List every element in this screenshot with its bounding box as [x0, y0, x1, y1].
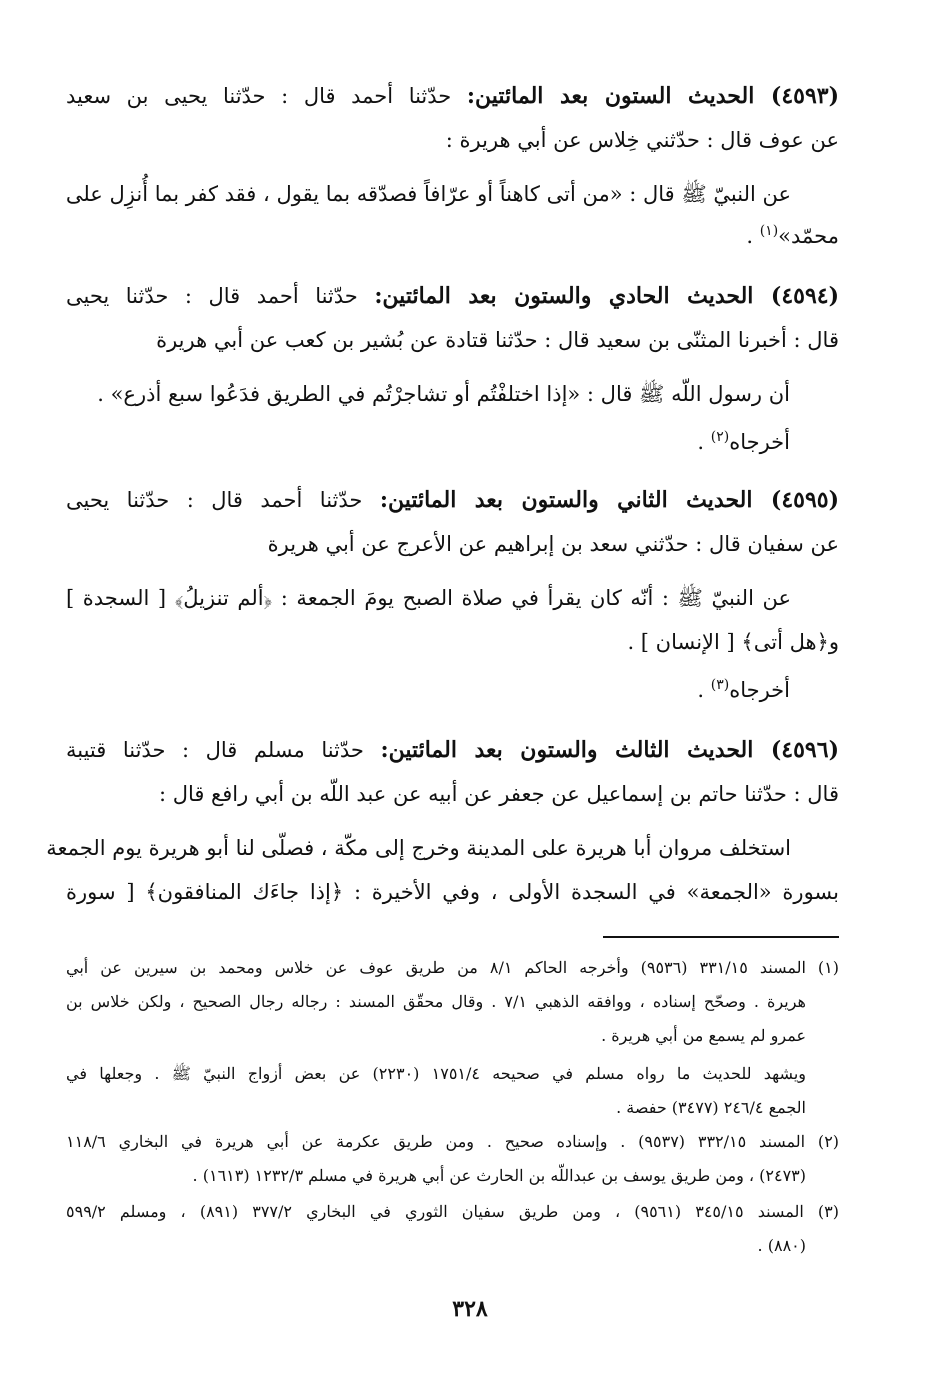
footnote-1-line-1: (١) المسند ٣٣١/١٥ (٩٥٣٦) وأخرجه الحاكم ٨/١ من طريق عوف عن خلاس ومحمد بن سيرين عن أبي [66, 958, 839, 977]
hadith-4595-takhrij-text: أخرجاه [729, 678, 790, 702]
footnote-ref-1: (١) [759, 223, 779, 239]
hadith-4594-takhrij-text: أخرجاه [729, 430, 790, 454]
hadith-4595-line-2: عن سفيان قال : حدّثني سعد بن إبراهيم عن الأعرج عن أبي هريرة [267, 532, 839, 556]
hadith-4595-takhrij [697, 676, 790, 704]
hadith-4595-text-2: و﴿هل أتى﴾ [ الإنسان ] . [627, 630, 839, 654]
hadith-4594-heading: (٤٥٩٤) الحديث الحادي والستون بعد المائتين: [374, 283, 839, 309]
hadith-4596-line-2: قال : حدّثنا حاتم بن إسماعيل عن جعفر عن أبيه عن عبد اللّه بن أبي رافع قال : [158, 782, 839, 806]
footnote-2-line-2: (٢٤٧٣) ، ومن طريق يوسف بن عبداللّه بن الحارث عن أبي هريرة في مسلم ١٢٣٢/٣ (١٦١٣) . [192, 1166, 806, 1185]
footnote-3-line-2: (٨٨٠) . [757, 1236, 806, 1255]
hadith-4594-line-1 [66, 282, 839, 312]
hadith-4594-chain-start: حدّثنا أحمد قال : حدّثنا يحيى [66, 284, 375, 308]
footnote-1-line-5: الجمع ٢٤٦/٤ (٣٤٧٧) حفصة . [616, 1098, 806, 1117]
hadith-4596-line-1 [66, 736, 839, 766]
page-number: ٣٢٨ [452, 1296, 488, 1322]
hadith-4595-period: . [697, 678, 711, 702]
hadith-4593-period: . [746, 224, 760, 248]
hadith-4596-heading: (٤٥٩٦) الحديث الثالث والستون بعد المائتين: [380, 737, 839, 763]
hadith-4593-text-end: محمّد» [778, 224, 839, 248]
footnote-ref-3: (٣) [710, 677, 730, 693]
hadith-4594-period: . [697, 430, 711, 454]
hadith-4595-chain-start: حدّثنا أحمد قال : حدّثنا يحيى [66, 488, 380, 512]
hadith-4595-line-1 [66, 486, 839, 516]
hadith-4593-line-1 [66, 82, 839, 112]
hadith-4595-heading: (٤٥٩٥) الحديث الثاني والستون بعد المائتين: [379, 487, 839, 513]
footnote-3-line-1: (٣) المسند ٣٤٥/١٥ (٩٥٦١) ، ومن طريق سفيان الثوري في البخاري ٣٧٧/٢ (٨٩١) ، ومسلم ٥٩٩/٢ [66, 1202, 840, 1221]
footnote-ref-2: (٢) [710, 429, 730, 445]
hadith-4593-chain-start: حدّثنا أحمد قال : حدّثنا يحيى بن سعيد [66, 84, 467, 108]
hadith-4594-line-2: قال : أخبرنا المثنّى بن سعيد قال : حدّثنا قتادة عن بُشير بن كعب عن أبي هريرة [156, 328, 839, 352]
hadith-4593-text-1: عن النبيّ ﷺ قال : «من أتى كاهناً أو عرّافاً فصدّقه بما يقول ، فقد كفر بما أُنزِل على [65, 182, 791, 206]
footnote-separator [603, 936, 839, 938]
hadith-4596-text-1: استخلف مروان أبا هريرة على المدينة وخرج إلى مكّة ، فصلّى لنا أبو هريرة يوم الجمعة [46, 836, 791, 860]
hadith-4595-text-1: عن النبيّ ﷺ : أنّه كان يقرأ في صلاة الصبح يومَ الجمعة : ﴿ألم تنزيلُ﴾ [ السجدة ] [66, 586, 791, 610]
hadith-4593-heading: (٤٥٩٣) الحديث الستون بعد المائتين: [466, 83, 839, 109]
hadith-4593-text-2 [66, 222, 839, 250]
footnote-1-line-2: هريرة . وصحّح إسناده ، ووافقه الذهبي ٧/١ . وقال محقّق المسند : رجاله رجال الصحيح ، ولكن خلاس بن [66, 992, 806, 1011]
hadith-4596-chain-start: حدّثنا مسلم قال : حدّثنا قتيبة [66, 738, 381, 762]
hadith-4594-text-1: أن رسول اللّه ﷺ قال : «إذا اختلفْتُم أو تشاجرْتُم في الطريق فدَعُوا سبع أذرع» . [97, 382, 790, 406]
footnote-2-line-1: (٢) المسند ٣٣٢/١٥ (٩٥٣٧) . وإسناده صحيح . ومن طريق عكرمة عن أبي هريرة في البخاري ١١٨/٦ [66, 1132, 840, 1151]
footnote-1-line-3: عمرو لم يسمع من أبي هريرة . [601, 1026, 806, 1045]
footnote-1-line-4: ويشهد للحديث ما رواه مسلم في صحيحه ١٧٥١/٤ (٢٢٣٠) عن بعض أزواج النبيّ ﷺ . وجعلها في [66, 1064, 806, 1083]
hadith-4596-text-2: بسورة «الجمعة» في السجدة الأولى ، وفي الأخيرة : ﴿إذا جاءَك المنافقون﴾ [ سورة [66, 880, 839, 904]
hadith-4594-takhrij [697, 428, 790, 456]
hadith-4593-line-2: عن عوف قال : حدّثني خِلاس عن أبي هريرة : [445, 128, 839, 152]
